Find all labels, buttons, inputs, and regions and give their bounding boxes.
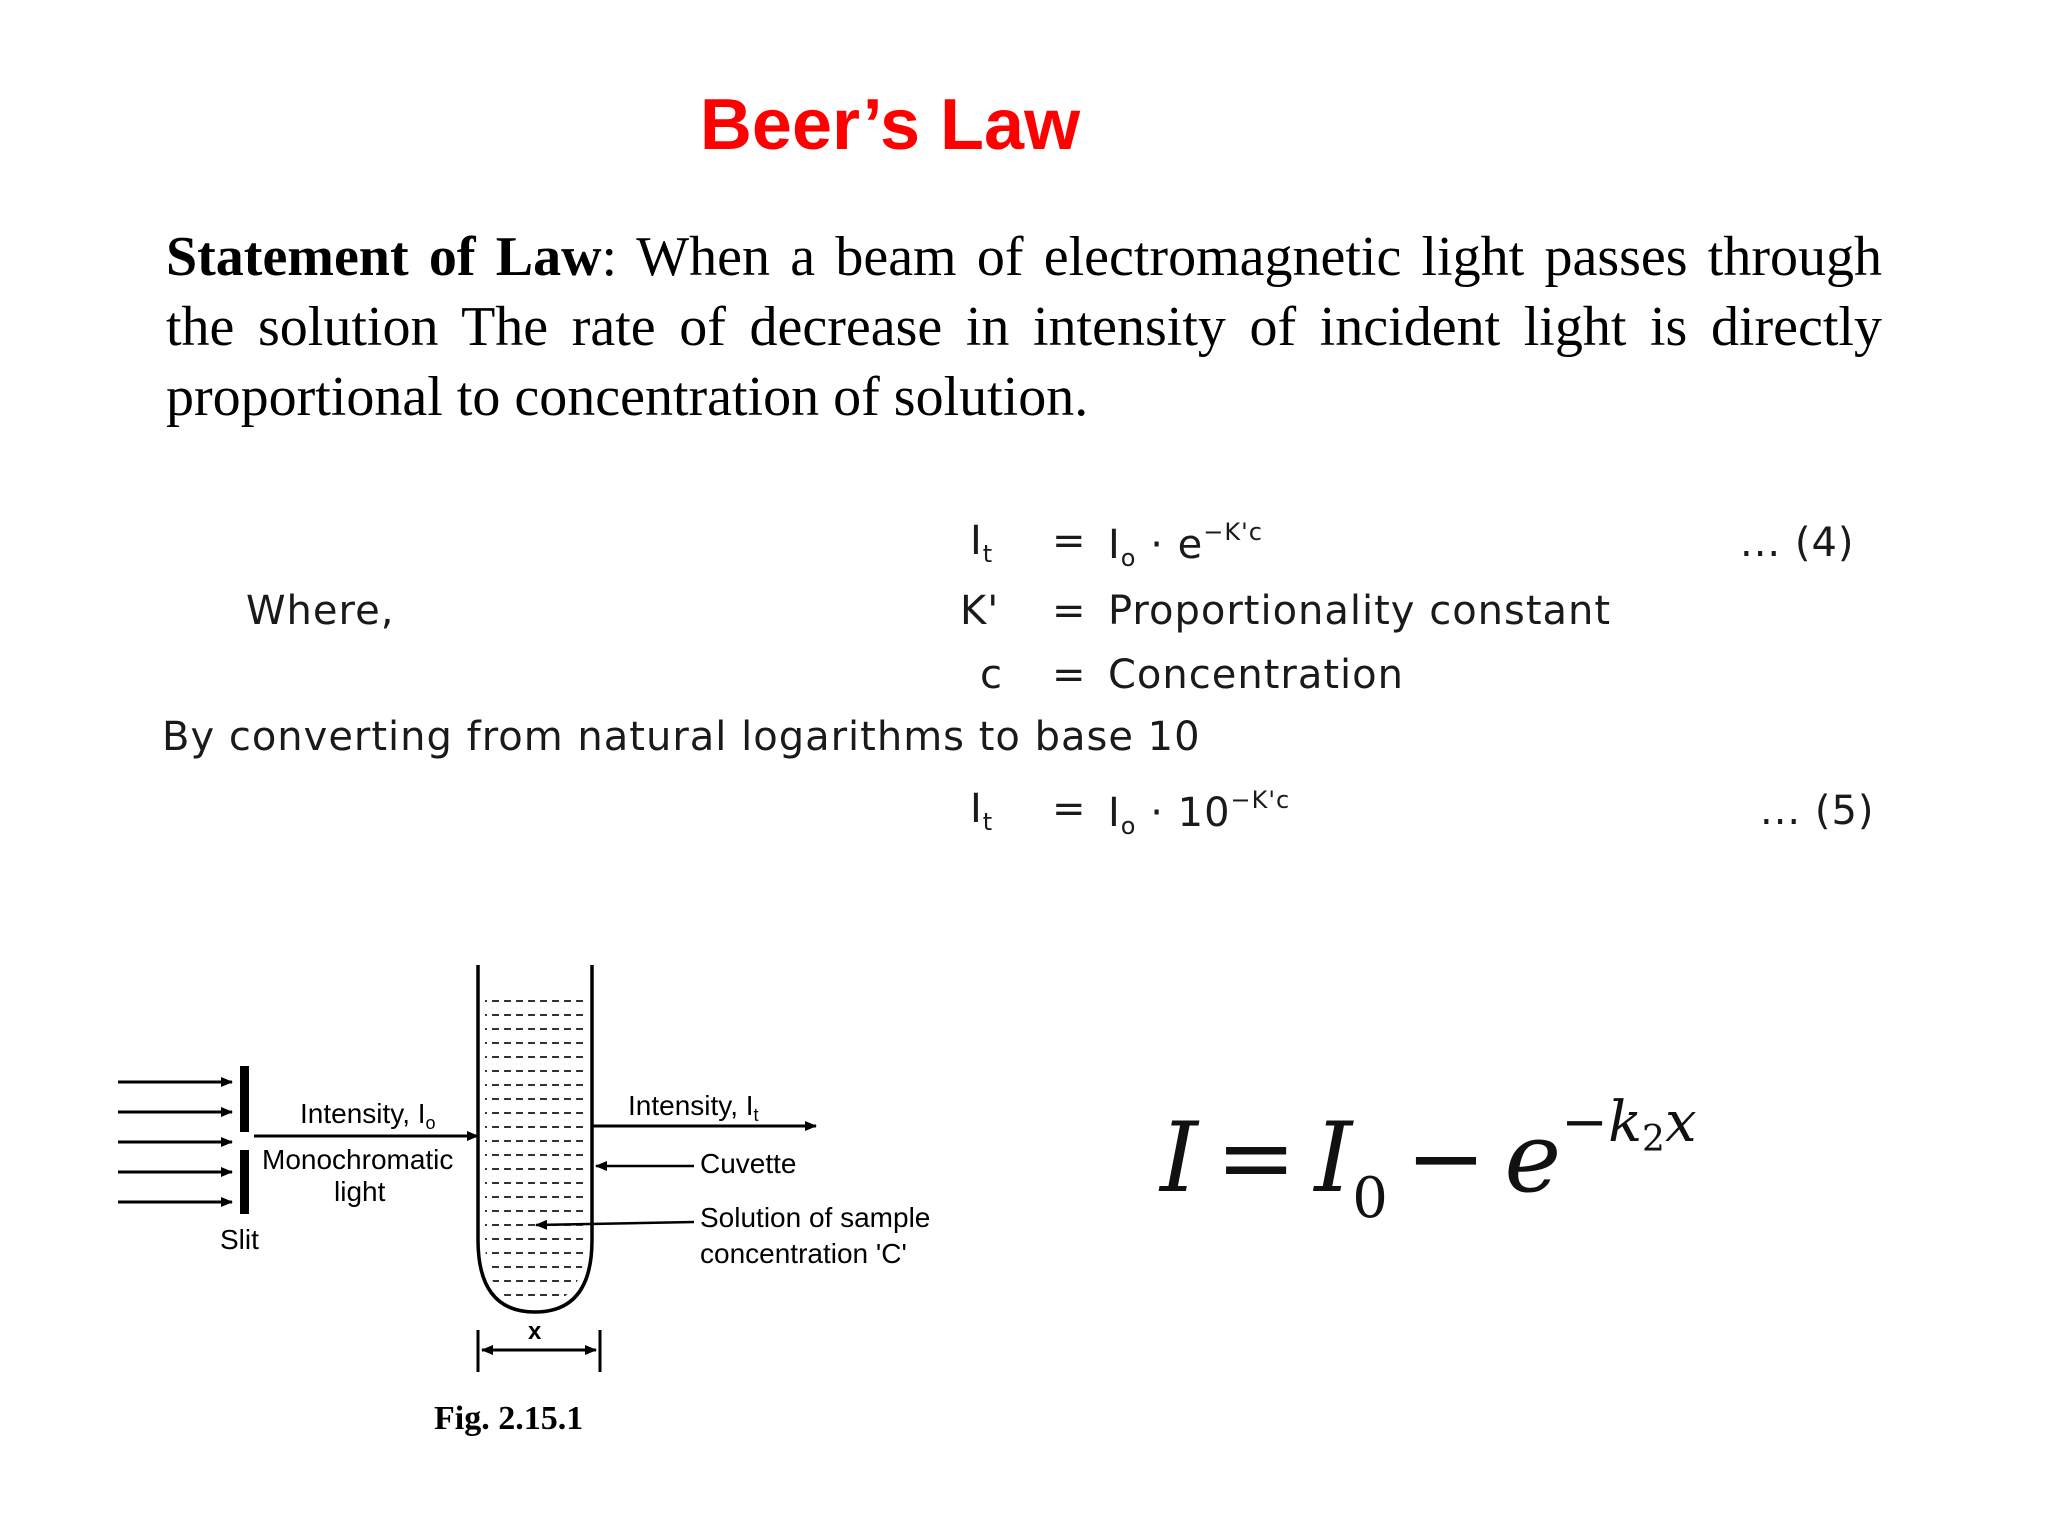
def-k-symbol: K' — [960, 588, 1000, 634]
converting-text: By converting from natural logarithms to base 10 — [162, 714, 1201, 760]
cuvette — [478, 965, 592, 1312]
def-k-equals: = — [1052, 588, 1087, 634]
path-length-label: x — [528, 1318, 542, 1345]
intensity-in-label: Intensity, $I_o$ — [300, 1098, 436, 1133]
figure-caption: Fig. 2.15.1 — [434, 1400, 584, 1437]
incoming-light-rays — [118, 1082, 232, 1202]
eq5-number: ... (5) — [1760, 788, 1875, 834]
slit-label: Slit — [220, 1224, 259, 1255]
eq4-number: ... (4) — [1740, 520, 1855, 566]
statement-label: Statement of Law — [166, 226, 602, 288]
cuvette-label: Cuvette — [700, 1148, 797, 1179]
slit — [240, 1066, 249, 1214]
monochromatic-label: Monochromatic — [262, 1144, 454, 1175]
solution-label-line2: concentration 'C' — [700, 1238, 907, 1269]
big-formula: $I = I_0 - e^{-k_2x}$ — [1160, 1090, 1697, 1231]
def-c-text: Concentration — [1108, 652, 1404, 698]
where-label: Where, — [246, 588, 395, 634]
eq4-equals: = — [1052, 518, 1087, 564]
statement-text: : When a beam of electromagnetic light passes through the solution The rate of decrease in intensity of incident light is directly proportional to concentration of solution. — [166, 226, 1882, 428]
solution-label-line1: Solution of sample — [700, 1202, 931, 1233]
eq4-lhs: $I_t$ — [970, 518, 994, 568]
eq4-rhs: $I_o \cdot e^{-K'c}$ — [1108, 518, 1263, 572]
def-c-symbol: c — [980, 652, 1003, 698]
light-label: light — [334, 1176, 386, 1207]
slide-title: Beer’s Law — [699, 85, 1081, 165]
eq5-rhs: $I_o \cdot 10^{-K'c}$ — [1108, 786, 1291, 840]
eq5-lhs: $I_t$ — [970, 786, 994, 836]
def-k-text: Proportionality constant — [1108, 588, 1612, 634]
intensity-out-label: Intensity, $I_t$ — [628, 1090, 759, 1125]
def-c-equals: = — [1052, 652, 1087, 698]
eq5-equals: = — [1052, 786, 1087, 832]
